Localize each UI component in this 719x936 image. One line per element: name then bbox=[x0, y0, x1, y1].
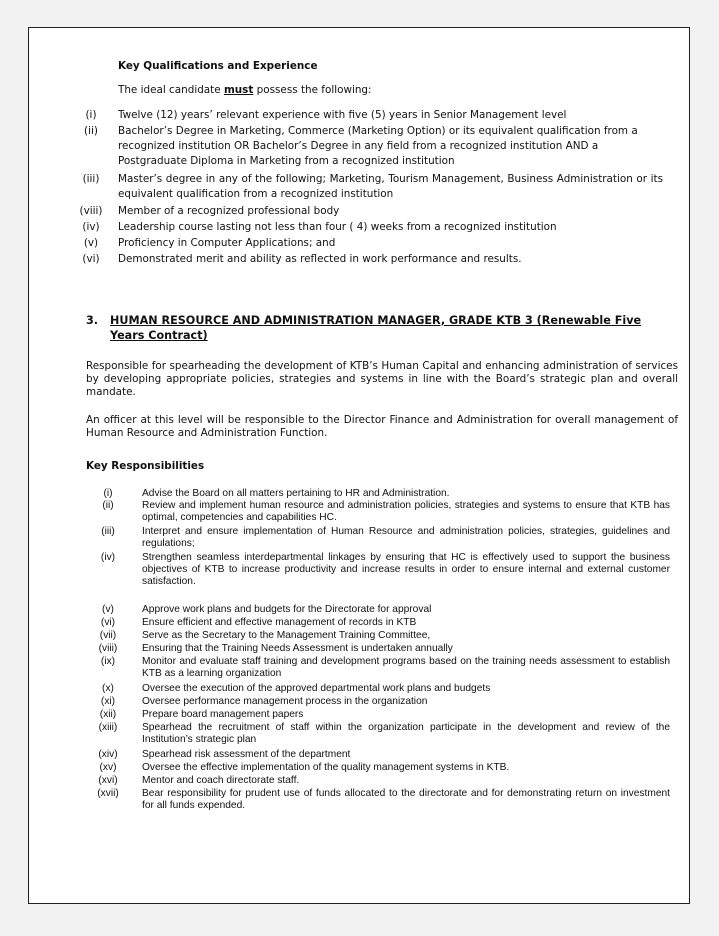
item-number: (v) bbox=[102, 604, 114, 615]
item-text: Interpret and ensure implementation of Human Resource and administration policies, strategies, guidelines and regulations; bbox=[142, 526, 670, 549]
item-number: (iv) bbox=[82, 221, 100, 233]
item-text: Oversee performance management process in the organization bbox=[142, 696, 428, 707]
item-text: Demonstrated merit and ability as reflected in work performance and results. bbox=[118, 253, 522, 265]
item-number: (xiv) bbox=[98, 749, 118, 760]
item-number: (v) bbox=[83, 237, 99, 249]
item-number: (viii) bbox=[79, 205, 103, 217]
item-text: Spearhead risk assessment of the department bbox=[142, 749, 351, 760]
item-text: Review and implement human resource and administration policies, strategies and systems to ensure that KTB has optimal, competencies and capabilities HC. bbox=[142, 500, 670, 523]
item-text: Serve as the Secretary to the Management Training Committee, bbox=[142, 630, 431, 641]
item-text: Oversee the effective implementation of the quality management systems in KTB. bbox=[142, 762, 510, 773]
item-text: Ensure efficient and effective management of records in KTB bbox=[142, 617, 417, 628]
item-number: (xv) bbox=[99, 762, 117, 773]
item-text: Bear responsibility for prudent use of funds allocated to the directorate and for demonstrating return on investment for all funds expended. bbox=[142, 788, 670, 811]
intro-text-after: possess the following: bbox=[253, 84, 372, 96]
section-title: HUMAN RESOURCE AND ADMINISTRATION MANAGER, GRADE KTB 3 (Renewable Five Years Contract) bbox=[110, 314, 642, 342]
item-number: (iii) bbox=[82, 173, 100, 185]
item-number: (vii) bbox=[99, 630, 117, 641]
item-text: Mentor and coach directorate staff. bbox=[142, 775, 300, 786]
item-number: (xi) bbox=[100, 696, 116, 707]
item-text: Monitor and evaluate staff training and development programs based on the training needs assessment to establish KTB as a learning organization bbox=[142, 656, 670, 679]
qualifications-intro bbox=[118, 84, 372, 96]
item-number: (i) bbox=[85, 109, 97, 121]
intro-emphasis: must bbox=[223, 84, 254, 96]
item-number: (vi) bbox=[100, 617, 116, 628]
item-number: (iii) bbox=[101, 526, 115, 537]
item-number: (xiii) bbox=[98, 722, 118, 733]
item-text: Strengthen seamless interdepartmental linkages by ensuring that HC is effectively used to support the business objectives of KTB to increase productivity and increase results in order to ensure internal and external customer satisfaction. bbox=[142, 552, 670, 587]
section-paragraph: Responsible for spearheading the development of KTB’s Human Capital and enhancing administration of services by developing appropriate policies, strategies and systems in line with the Board’s strategic plan and overall mandate. bbox=[86, 360, 678, 398]
section-number: 3. bbox=[86, 314, 99, 327]
item-text: Oversee the execution of the approved departmental work plans and budgets bbox=[142, 683, 491, 694]
item-text: Prepare board management papers bbox=[142, 709, 304, 720]
item-number: (ii) bbox=[102, 500, 114, 511]
item-number: (ii) bbox=[84, 125, 98, 137]
item-text: Master’s degree in any of the following; Marketing, Tourism Management, Business Administration or its equivalent qualification from a recognized institution bbox=[118, 173, 663, 200]
item-number: (i) bbox=[103, 488, 113, 499]
item-text: Leadership course lasting not less than four ( 4) weeks from a recognized institution bbox=[118, 221, 557, 233]
item-text: Spearhead the recruitment of staff within the organization participate in the development and review of the Institution’s strategic plan bbox=[142, 722, 670, 745]
item-text: Proficiency in Computer Applications; and bbox=[118, 237, 336, 249]
item-number: (xii) bbox=[99, 709, 117, 720]
item-number: (xvi) bbox=[98, 775, 118, 786]
section-paragraph: An officer at this level will be responsible to the Director Finance and Administration for overall management of Human Resource and Administration Function. bbox=[86, 414, 678, 439]
item-text: Member of a recognized professional body bbox=[118, 205, 340, 217]
intro-text-before: The ideal candidate bbox=[118, 84, 224, 96]
responsibilities-heading: Key Responsibilities bbox=[86, 460, 205, 472]
item-text: Twelve (12) years’ relevant experience with five (5) years in Senior Management level bbox=[118, 109, 567, 121]
item-number: (vi) bbox=[82, 253, 100, 265]
item-text: Bachelor’s Degree in Marketing, Commerce (Marketing Option) or its equivalent qualification from a recognized institution OR Bachelor’s Degree in any field from a recognized institution AND a Postgraduate Diploma in Marketing from a recognized institution bbox=[118, 125, 638, 167]
item-number: (ix) bbox=[100, 656, 116, 667]
item-number: (viii) bbox=[98, 643, 118, 654]
item-number: (iv) bbox=[100, 552, 116, 563]
item-text: Advise the Board on all matters pertaining to HR and Administration. bbox=[142, 488, 450, 499]
qualifications-heading: Key Qualifications and Experience bbox=[118, 60, 318, 72]
item-text: Ensuring that the Training Needs Assessment is undertaken annually bbox=[142, 643, 453, 654]
item-text: Approve work plans and budgets for the Directorate for approval bbox=[142, 604, 432, 615]
item-number: (xvii) bbox=[97, 788, 119, 799]
item-number: (x) bbox=[102, 683, 114, 694]
